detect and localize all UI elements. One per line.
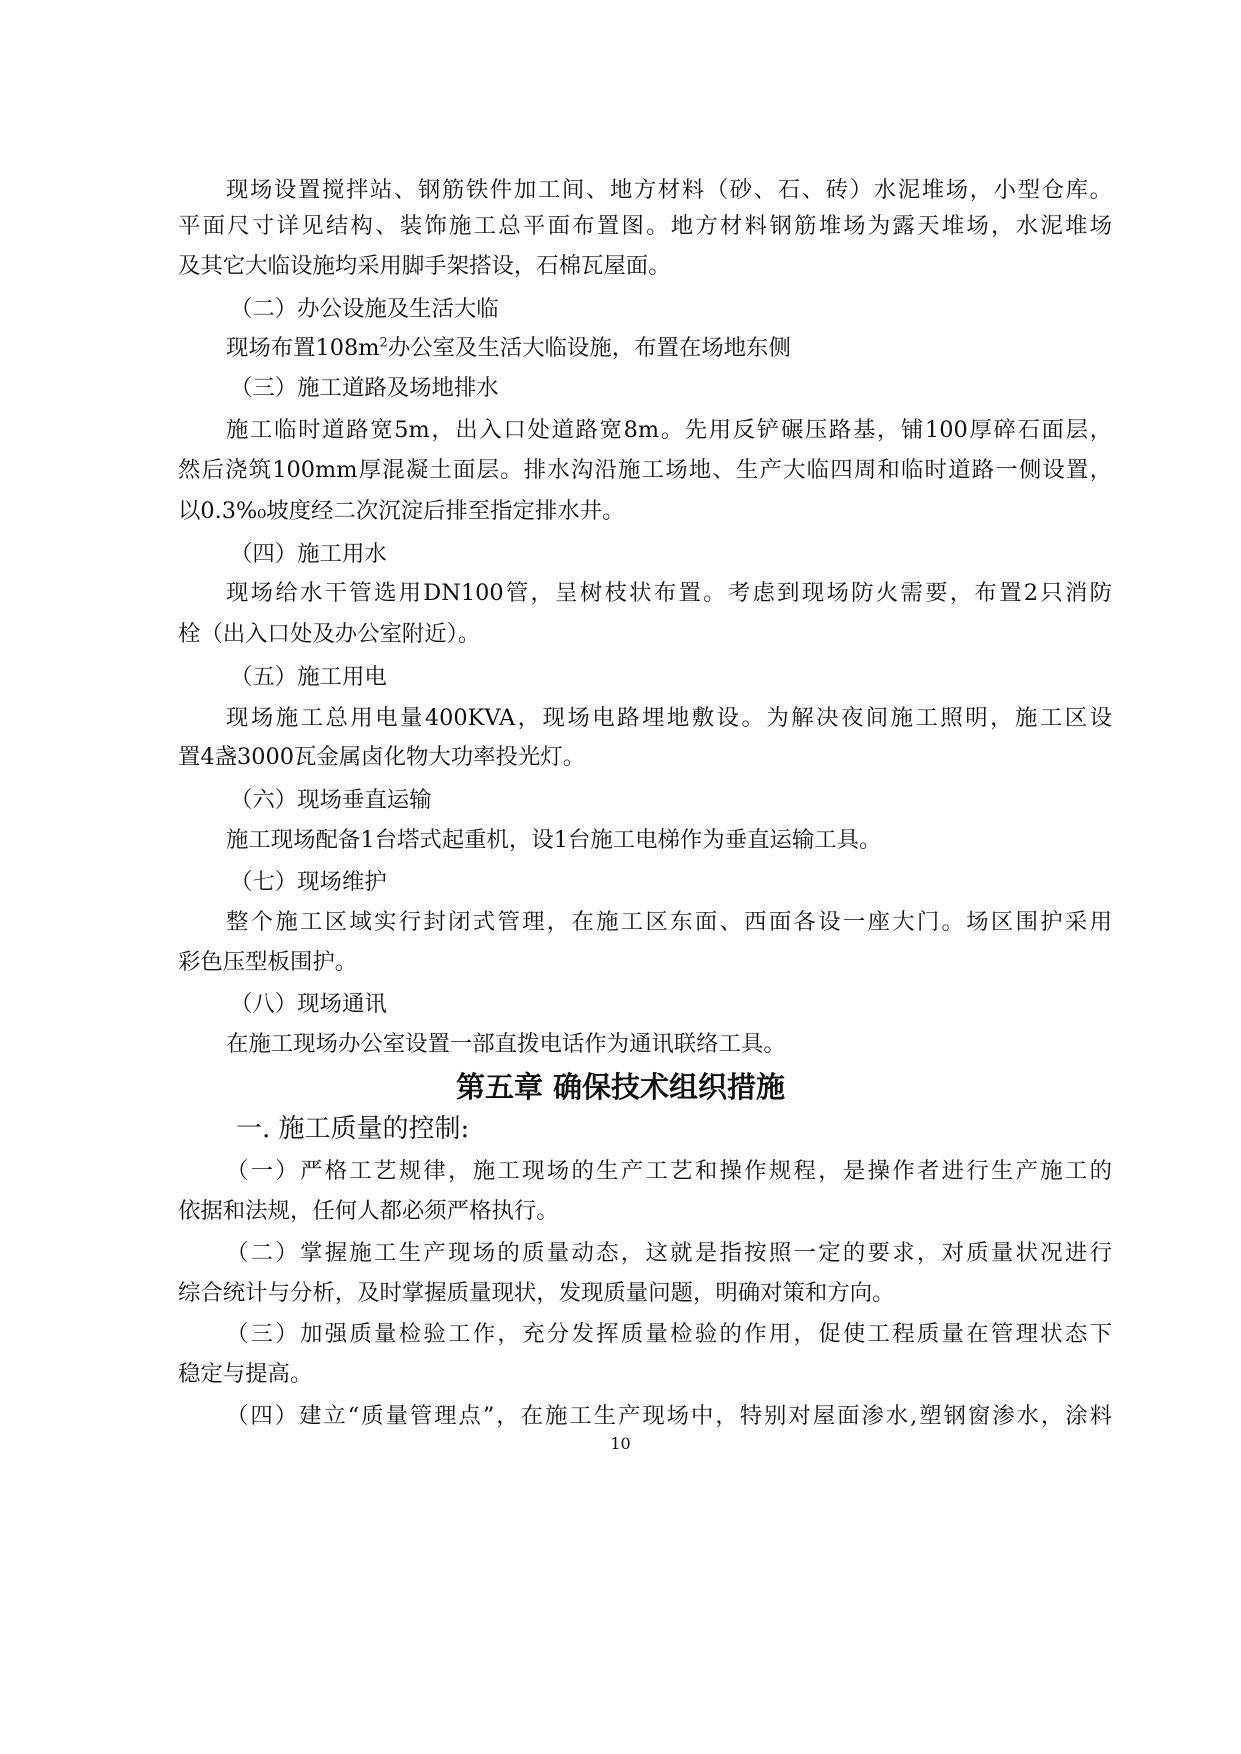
paragraph-line: （三）加强质量检验工作，充分发挥质量检验的作用，促使工程质量在管理状态下 [226, 1321, 1112, 1347]
section-heading: （八）现场通讯 [230, 991, 387, 1017]
paragraph-line: 平面尺寸详见结构、装饰施工总平面布置图。地方材料钢筋堆场为露天堆场，水泥堆场 [178, 213, 1112, 239]
section-heading: （三）施工道路及场地排水 [230, 375, 499, 401]
paragraph-line: 现场施工总用电量400KVA，现场电路埋地敷设。为解决夜间施工照明，施工区设 [226, 705, 1112, 731]
paragraph-line: 彩色压型板围护。 [178, 949, 358, 975]
section-heading: （五）施工用电 [230, 664, 387, 690]
paragraph-line: 现场设置搅拌站、钢筋铁件加工间、地方材料（砂、石、砖）水泥堆场，小型仓库。 [226, 177, 1112, 203]
section-heading: （七）现场维护 [230, 869, 387, 895]
paragraph-line: 施工临时道路宽5m，出入口处道路宽8m。先用反铲碾压路基，铺100厚碎石面层， [226, 417, 1112, 443]
paragraph-line: （二）掌握施工生产现场的质量动态，这就是指按照一定的要求，对质量状况进行 [226, 1240, 1112, 1266]
paragraph-line: 以0.3%₀坡度经二次沉淀后排至指定排水井。 [178, 498, 625, 524]
page-number: 10 [610, 1434, 631, 1453]
paragraph-line: （四）建立“质量管理点”，在施工生产现场中，特别对屋面渗水,塑钢窗渗水，涂料 [226, 1403, 1112, 1429]
paragraph-line: 置4盏3000瓦金属卤化物大功率投光灯。 [178, 744, 586, 770]
paragraph-line: 综合统计与分析，及时掌握质量现状，发现质量问题，明确对策和方向。 [178, 1280, 895, 1306]
paragraph-line: 然后浇筑100mm厚混凝土面层。排水沟沿施工场地、生产大临四周和临时道路一侧设置， [178, 457, 1112, 483]
paragraph-line: 施工现场配备1台塔式起重机，设1台施工电梯作为垂直运输工具。 [226, 827, 882, 853]
section-heading: （四）施工用水 [230, 541, 387, 567]
paragraph-line: 栓（出入口处及办公室附近）。 [178, 621, 481, 647]
section-heading: （二）办公设施及生活大临 [230, 296, 499, 322]
paragraph-line: 稳定与提高。 [178, 1361, 313, 1387]
chapter-title: 第五章 确保技术组织措施 [455, 1070, 786, 1104]
paragraph-line: 整个施工区域实行封闭式管理，在施工区东面、西面各设一座大门。场区围护采用 [226, 909, 1112, 935]
paragraph-line: （一）严格工艺规律，施工现场的生产工艺和操作规程，是操作者进行生产施工的 [226, 1158, 1112, 1184]
paragraph-line: 现场布置$108m^2$办公室及生活大临设施，布置在场地东侧 [226, 335, 791, 361]
paragraph-line: 及其它大临设施均采用脚手架搭设，石棉瓦屋面。 [178, 253, 671, 279]
superscript: 2 [379, 335, 388, 351]
paragraph-line: 在施工现场办公室设置一部直拨电话作为通讯联络工具。 [226, 1031, 786, 1057]
paragraph-line: 依据和法规，任何人都必须严格执行。 [178, 1198, 559, 1224]
section-subheading: 一. 施工质量的控制: [236, 1114, 470, 1144]
paragraph-line: 现场给水干管选用DN100管，呈树枝状布置。考虑到现场防火需要，布置2只消防 [226, 580, 1112, 606]
section-heading: （六）现场垂直运输 [230, 787, 432, 813]
